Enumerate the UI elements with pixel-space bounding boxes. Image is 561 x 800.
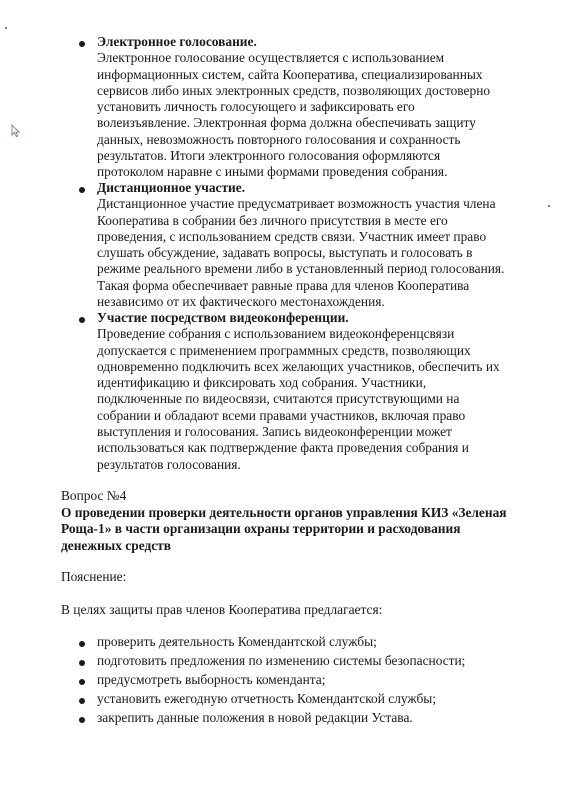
question-title-line: О проведении проверки деятельности органов управления КИЗ «Зеленая [61, 505, 507, 520]
scan-speck [548, 205, 550, 207]
question-title-line: Роща-1» в части организации охраны территории и расходования [61, 521, 461, 537]
question-number: Вопрос №4 [61, 488, 127, 503]
paragraph-line: Кооператива в собрании без личного присутствия в месте его [97, 212, 448, 228]
paragraph-line: использоваться как подтверждение факта проведения собрания и [97, 440, 469, 456]
paragraph-line: информационных систем, сайта Кооператива, специализированных [97, 66, 483, 82]
proposal-list-item: проверить деятельность Комендантской службы; [97, 634, 377, 649]
paragraph-line: Такая форма обеспечивает равные права для членов Кооператива [97, 277, 470, 293]
paragraph-line: Электронное голосование осуществляется с использованием [97, 50, 445, 66]
paragraph-line: результатов. Итоги электронного голосования оформляются [97, 148, 441, 164]
bullet-icon [79, 187, 85, 193]
bullet-icon [79, 717, 85, 723]
proposal-list-item: установить ежегодную отчетность Комендантской службы; [97, 691, 437, 706]
paragraph-line: одновременно подключить всех желающих участников, обеспечить их [97, 358, 500, 374]
question-title-line: денежных средств [61, 537, 171, 553]
section-title: Дистанционное участие. [97, 180, 246, 195]
bullet-icon [79, 660, 85, 666]
paragraph-line: протоколом наравне с иными формами проведения собрания. [97, 164, 448, 180]
section-title: Электронное голосование. [97, 34, 257, 49]
bullet-icon [79, 679, 85, 685]
proposal-list-item: закрепить данные положения в новой редакции Устава. [97, 710, 413, 725]
paragraph-line: режиме реального времени либо в установленный период голосования. [97, 261, 505, 277]
paragraph-line: допускается с применением программных средств, позволяющих [97, 342, 471, 358]
paragraph-line: подключенные по видеосвязи, считаются присутствующими на [97, 391, 460, 407]
paragraph-line: независимо от их фактического местонахождения. [97, 294, 385, 310]
section-remote-participation [97, 180, 504, 310]
section-videoconference [97, 310, 500, 473]
proposal-intro: В целях защиты прав членов Кооператива предлагается: [61, 602, 383, 617]
mouse-cursor-icon [11, 124, 20, 138]
proposal-list-item: подготовить предложения по изменению системы безопасности; [97, 653, 466, 668]
paragraph-line: проведения, с использованием средств связи. Участник имеет право [97, 228, 487, 244]
paragraph-line: данных, невозможность повторного голосования и сохранность [97, 131, 461, 147]
proposal-list-item: предусмотреть выборность коменданта; [97, 672, 326, 687]
paragraph-line: установить личность голосующего и зафиксировать его [97, 99, 415, 115]
paragraph-line: идентификацию и фиксировать ход собрания. Участники, [97, 375, 427, 391]
paragraph-line: результатов голосования. [97, 456, 241, 472]
paragraph-line: Дистанционное участие предусматривает возможность участия члена [97, 196, 496, 212]
scan-speck [5, 27, 7, 29]
paragraph-line: волеизъявление. Электронная форма должна обеспечивать защиту [97, 115, 476, 131]
explanation-label: Пояснение: [61, 569, 127, 584]
section-title: Участие посредством видеоконференции. [97, 310, 349, 325]
paragraph-line: Проведение собрания с использованием видеоконференцсвязи [97, 326, 455, 342]
bullet-icon [79, 641, 85, 647]
question-title [61, 505, 507, 554]
paragraph-line: собрании и обладают всеми правами участников, включая право [97, 407, 466, 423]
paragraph-line: слушать обсуждение, задавать вопросы, выступать и голосовать в [97, 245, 473, 261]
paragraph-line: выступления и голосования. Запись видеоконференции может [97, 424, 452, 440]
bullet-icon [79, 41, 85, 47]
paragraph-line: сервисов либо иных электронных средств, позволяющих достоверно [97, 82, 491, 98]
section-electronic-voting [97, 34, 490, 181]
bullet-icon [79, 698, 85, 704]
bullet-icon [79, 317, 85, 323]
